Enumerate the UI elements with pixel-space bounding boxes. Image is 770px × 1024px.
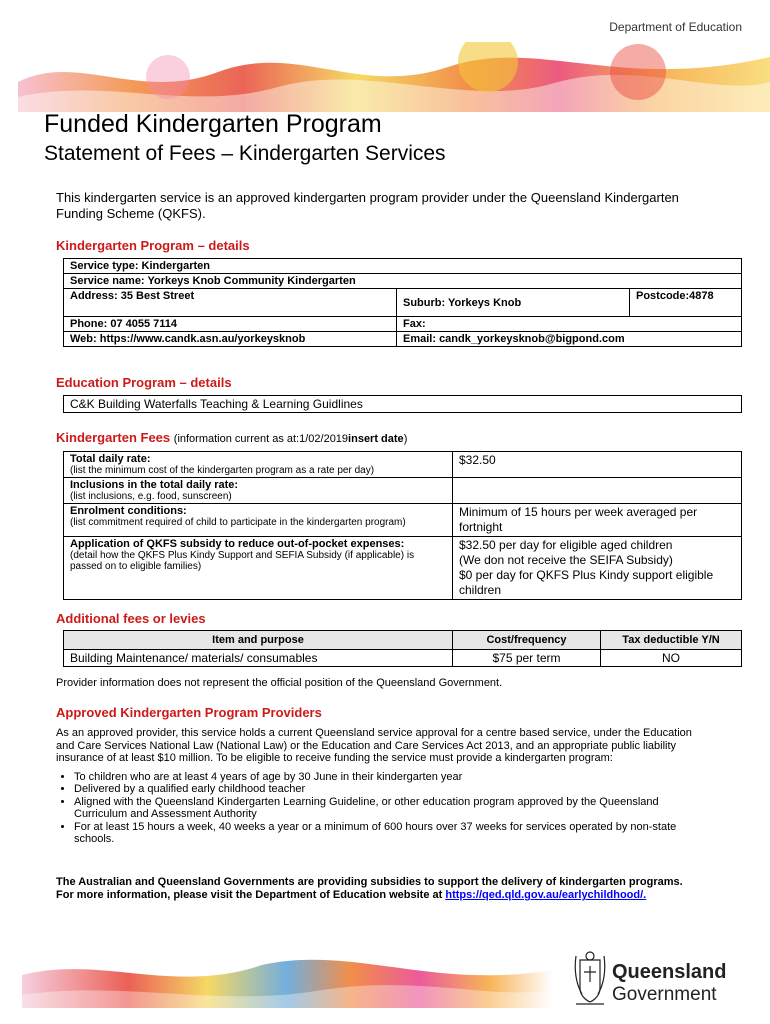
list-item: • Delivered by a qualified early childhood teacher [74, 783, 706, 796]
providers-body-text: As an approved provider, this service holds a current Queensland service approval for a centre based service, under the Education and Care Services National Law (National Law) or the Education and Care Services Act 2013, and an appropriate public liability insurance of at least $10 million. To be eligible to receive funding the service must provide a kindergarten program: [56, 727, 692, 764]
closing-statement [56, 876, 696, 902]
fees-info-date: insert date [348, 433, 404, 445]
fax: Fax: [397, 317, 742, 332]
enrolment-hint: (list commitment required of child to participate in the kindergarten program) [70, 517, 406, 528]
fees-info-suffix: ) [403, 433, 408, 445]
providers-heading: Approved Kindergarten Program Providers [56, 705, 322, 720]
table-row [64, 650, 742, 667]
additional-fees-table [63, 630, 742, 667]
fees-heading-line [56, 430, 407, 445]
suburb: Suburb: Yorkeys Knob [397, 289, 630, 317]
education-website-link[interactable]: https://qed.qld.gov.au/earlychildhood/. [445, 889, 647, 901]
phone: Phone: 07 4055 7114 [64, 317, 397, 332]
total-daily-rate-label: Total daily rate: [70, 453, 151, 465]
requirements-list [56, 771, 706, 846]
total-daily-rate-hint: (list the minimum cost of the kindergarten program as a rate per day) [70, 465, 375, 476]
watercolour-footer [22, 950, 552, 1008]
subsidy-value-3: $0 per day for QKFS Plus Kindy support eligible children [459, 568, 714, 597]
list-item: • Aligned with the Queensland Kindergarten Learning Guideline, or other education program approved by the Queensland Curriculum and Assessment Authority [74, 796, 706, 821]
service-type: Service type: Kindergarten [64, 259, 742, 274]
logo-line-1: Queensland [612, 961, 727, 983]
service-name: Service name: Yorkeys Knob Community Kindergarten [64, 274, 742, 289]
col-tax: Tax deductible Y/N [601, 631, 742, 650]
fee-tax: NO [601, 650, 742, 667]
fee-item: Building Maintenance/ materials/ consumables [64, 650, 453, 667]
subsidy-hint: (detail how the QKFS Plus Kindy Support and SEFIA Subsidy (if applicable) is passed on to eligible families) [70, 550, 415, 572]
queensland-government-logo [572, 950, 752, 1010]
fees-heading: Kindergarten Fees [56, 430, 171, 445]
watercolour-banner [18, 42, 770, 112]
closing-text: The Australian and Queensland Governments are providing subsidies to support the delivery of kindergarten programs. For more information, please visit the Department of Education website at [56, 876, 683, 901]
enrolment-label: Enrolment conditions: [70, 505, 187, 517]
providers-section [56, 727, 706, 846]
logo-line-2: Government [612, 984, 717, 1005]
program-details-heading: Kindergarten Program – details [56, 238, 250, 253]
additional-fees-heading: Additional fees or levies [56, 611, 206, 626]
page-title: Funded Kindergarten Program [44, 110, 382, 138]
coat-of-arms-icon [575, 952, 605, 1004]
col-cost: Cost/frequency [453, 631, 601, 650]
inclusions-value [453, 478, 742, 504]
list-item: • For at least 15 hours a week, 40 weeks a year or a minimum of 600 hours over 37 weeks for services operated by non-state schools. [74, 821, 706, 846]
disclaimer: Provider information does not represent the official position of the Queensland Government. [56, 677, 503, 689]
list-item: • To children who are at least 4 years of age by 30 June in their kindergarten year [74, 771, 706, 784]
col-item: Item and purpose [64, 631, 453, 650]
total-daily-rate-value: $32.50 [453, 452, 742, 478]
education-program-value: C&K Building Waterfalls Teaching & Learning Guidlines [64, 396, 742, 413]
address: Address: 35 Best Street [64, 289, 397, 317]
fee-cost: $75 per term [453, 650, 601, 667]
subsidy-value-2: (We don not receive the SEIFA Subsidy) [459, 553, 673, 567]
subsidy-label: Application of QKFS subsidy to reduce out-of-pocket expenses: [70, 538, 405, 550]
fees-table [63, 451, 742, 600]
education-program-table [63, 395, 742, 413]
postcode: Postcode:4878 [630, 289, 742, 317]
inclusions-hint: (list inclusions, e.g. food, sunscreen) [70, 491, 232, 502]
fees-info-prefix: (information current as at:1/02/2019 [173, 433, 349, 445]
education-program-heading: Education Program – details [56, 375, 232, 390]
intro-text: This kindergarten service is an approved kindergarten program provider under the Queensland Kindergarten Funding Scheme (QKFS). [56, 190, 679, 221]
department-name: Department of Education [609, 20, 742, 34]
email: Email: candk_yorkeysknob@bigpond.com [397, 332, 742, 347]
inclusions-label: Inclusions in the total daily rate: [70, 479, 239, 491]
program-details-table [63, 258, 742, 347]
page-subtitle: Statement of Fees – Kindergarten Services [44, 142, 446, 165]
web: Web: https://www.candk.asn.au/yorkeysknob [64, 332, 397, 347]
enrolment-value: Minimum of 15 hours per week averaged per fortnight [453, 504, 742, 537]
subsidy-value-1: $32.50 per day for eligible aged children [459, 538, 673, 552]
